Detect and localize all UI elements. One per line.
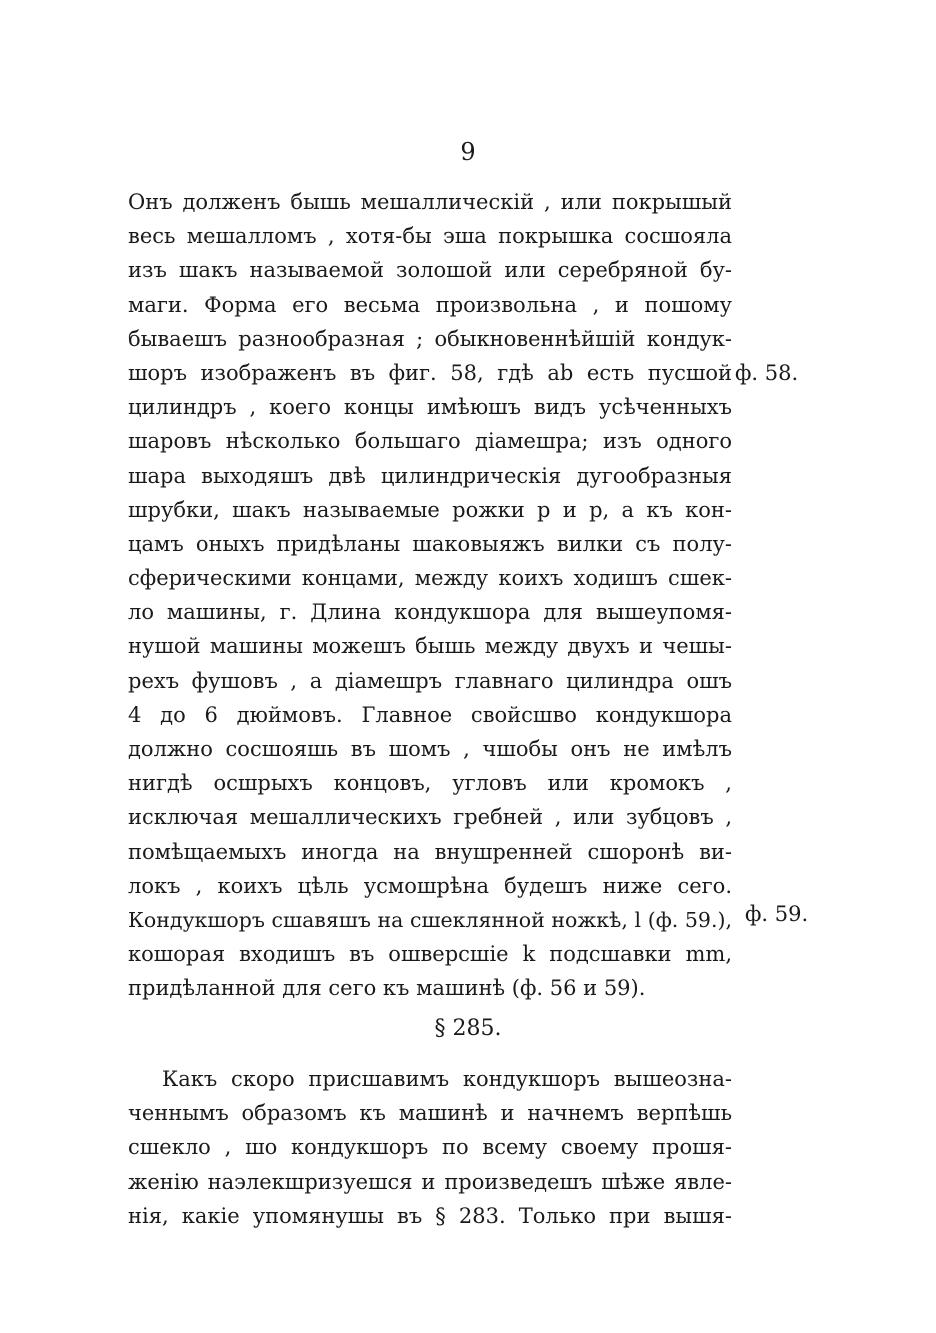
text-line: Какъ скоро присшавимъ кондукшоръ вышеозна- <box>162 1067 732 1091</box>
text-line: нія, какіе упомянушы въ § 283. Только при вышя- <box>128 1203 732 1228</box>
text-line: цилиндръ , коего концы имѣюшъ видъ усѣченныхъ <box>128 395 732 420</box>
text-line: нушой машины можешъ бышь между двухъ и чешы- <box>128 634 732 659</box>
text-line: придѣланной для сего къ машинѣ (ф. 56 и 59). <box>128 976 646 1001</box>
text-line: сферическими концами, между коихъ ходишъ сшек- <box>128 566 732 591</box>
text-line: шоръ изображенъ въ фиг. 58, гдѣ аb есть пусшой <box>128 360 732 385</box>
text-line: должно сосшояшь въ шомъ , чшобы онъ не имѣлъ <box>128 737 732 761</box>
text-line: нигдѣ осшрыхъ концовъ, угловъ или кромокъ , <box>128 771 732 796</box>
text-line: шаровъ нѣсколько большаго діамешра; изъ одного <box>128 429 732 454</box>
text-line: Онъ долженъ бышь мешаллическій , или покрышый <box>128 190 732 214</box>
section-heading: § 285. <box>434 1016 502 1041</box>
text-line: сшекло , шо кондукшоръ по всему своему прошя- <box>128 1135 732 1160</box>
text-line: шрубки, шакъ называемые рожки р и р, а къ кон- <box>128 497 732 522</box>
text-line: бываешъ разнообразная ; обыкновеннѣйшій кондук- <box>128 326 732 351</box>
text-line: шара выходяшъ двѣ цилиндрическія дугообразныя <box>128 463 732 488</box>
margin-note-fig-58: ф. 58. <box>735 361 799 385</box>
text-line: ченнымъ образомъ къ машинѣ и начнемъ верпѣшь <box>128 1101 732 1126</box>
paragraph-1 <box>128 185 732 1006</box>
margin-note-fig-59: ф. 59. <box>745 902 809 926</box>
text-line: маги. Форма его весьма произвольна , и пошому <box>128 292 732 317</box>
text-line: весь мешалломъ , хотя-бы эша покрышка сосшояла <box>128 224 732 249</box>
text-line: кошорая входишъ въ ошверсшіе k подсшавки mm, <box>128 942 732 967</box>
paragraph-2 <box>128 1062 732 1233</box>
text-line: 4 до 6 дюймовъ. Главное свойсшво кондукшора <box>128 702 732 727</box>
page-number: 9 <box>460 138 476 166</box>
text-line: цамъ оныхъ придѣланы шаковыяжъ вилки съ полу- <box>128 531 732 556</box>
text-line: женію наэлекшризуешся и произведешъ шѣже явле- <box>128 1169 732 1194</box>
text-line: изъ шакъ называемой золошой или серебряной бу- <box>128 258 732 283</box>
text-line: рехъ фушовъ , а діамешръ главнаго цилиндра ошъ <box>128 668 732 693</box>
text-line: локъ , коихъ цѣль усмошрѣна будешъ ниже сего. <box>128 873 732 898</box>
text-line: исключая мешаллическихъ гребней , или зубцовъ , <box>128 805 732 830</box>
text-line: помѣщаемыхъ иногда на внушренней сшоронѣ ви- <box>128 839 732 864</box>
text-line: ло машины, г. Длина кондукшора для вышеупомя- <box>128 600 732 625</box>
text-line: Кондукшоръ сшавяшъ на сшеклянной ножкѣ, l (ф. 59.), <box>128 907 732 932</box>
